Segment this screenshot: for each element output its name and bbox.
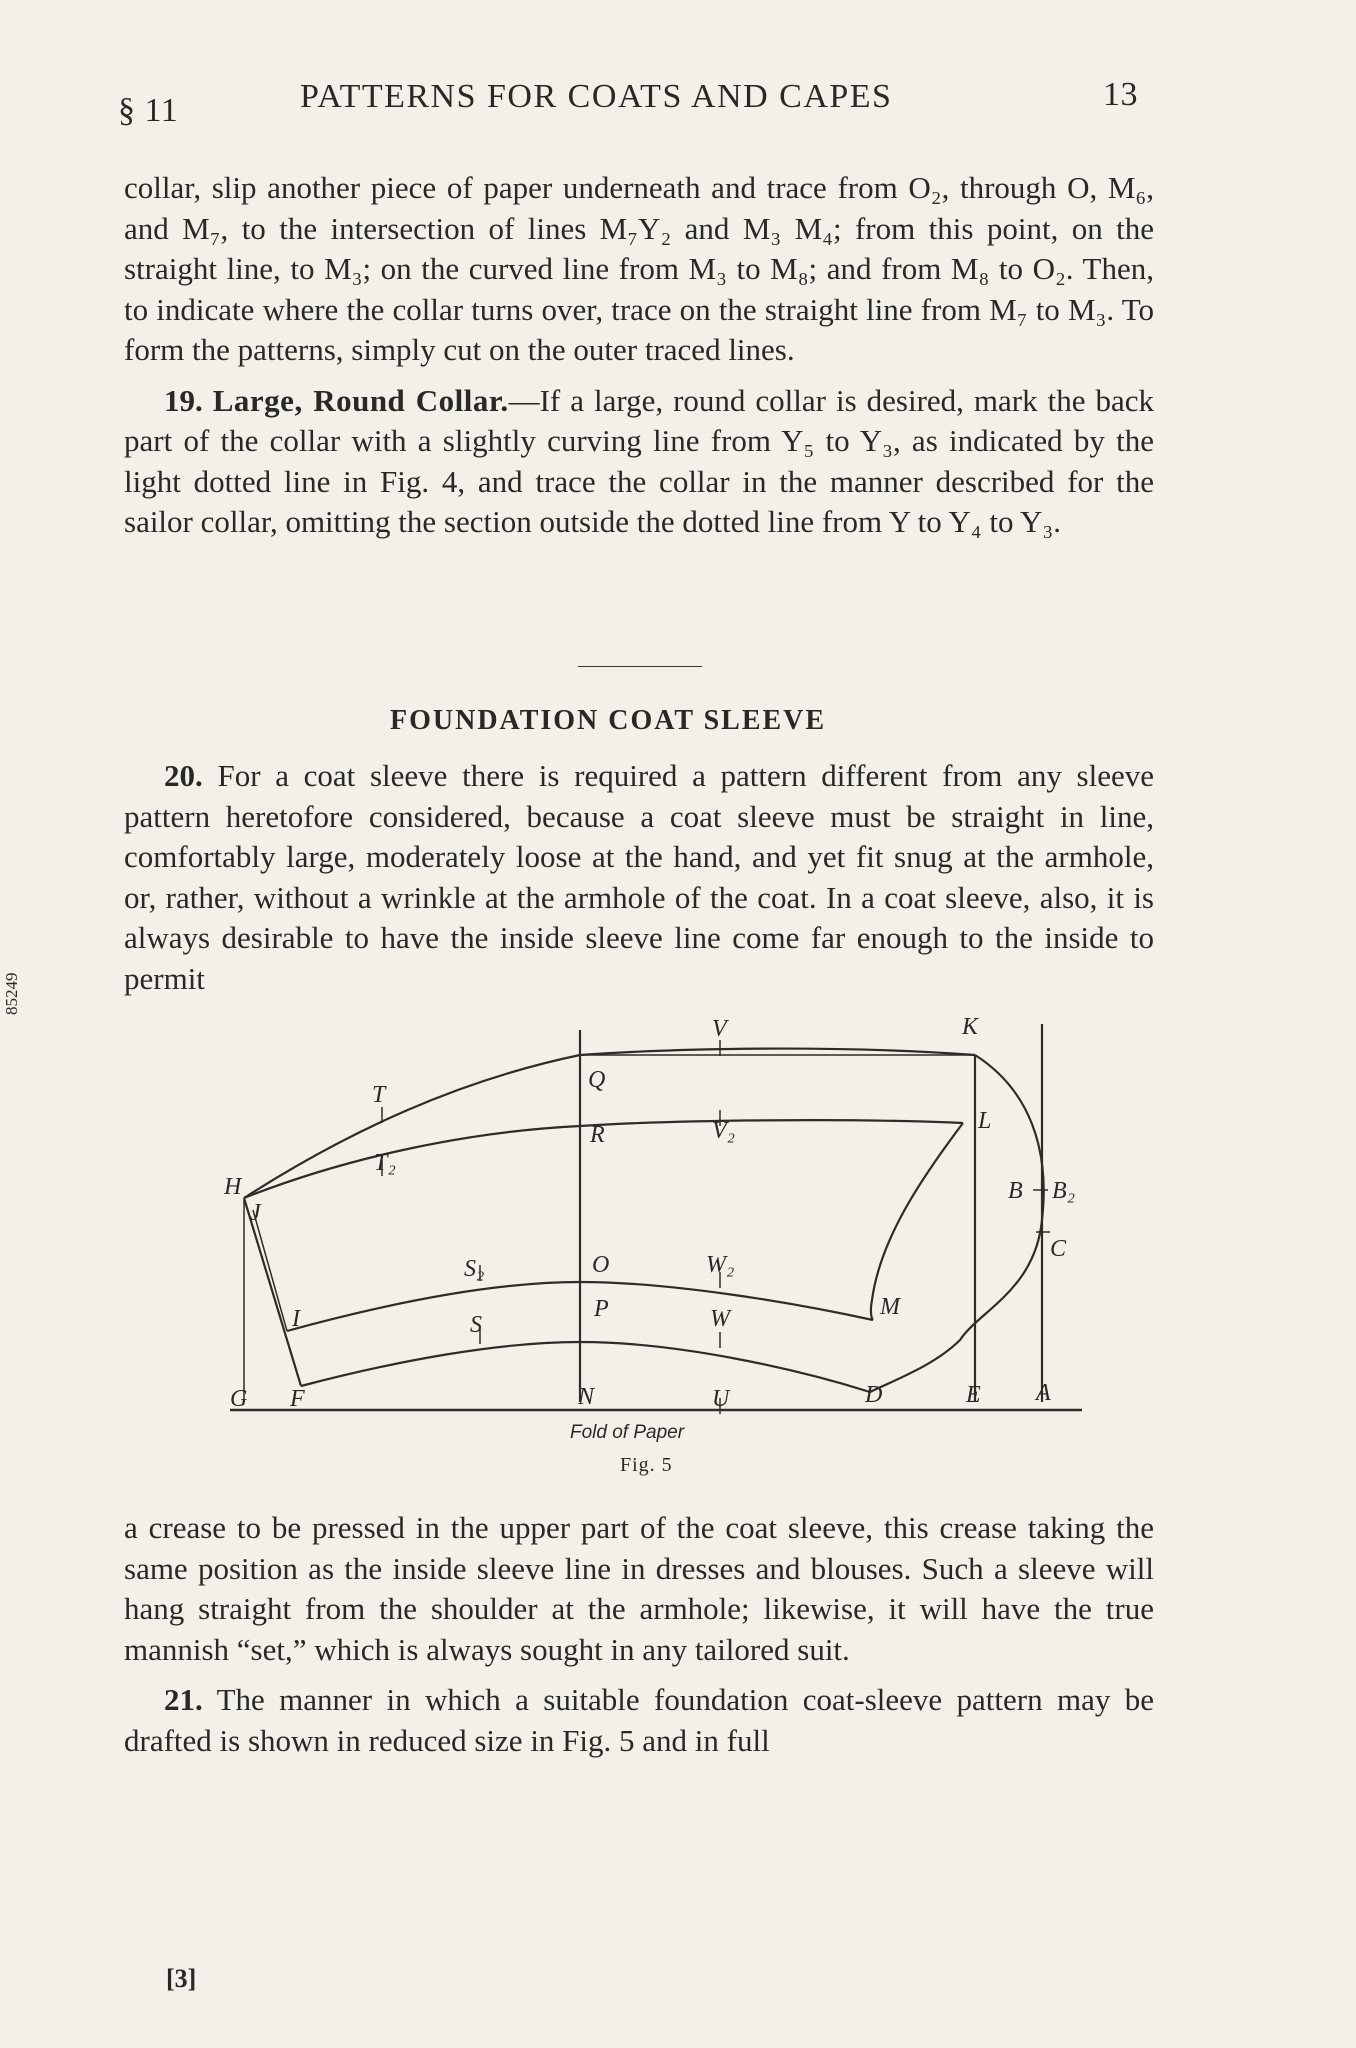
label-k: K xyxy=(962,1014,979,1040)
label-o: O xyxy=(592,1252,610,1278)
inner-curve-lm xyxy=(871,1123,963,1320)
hand-line-ji xyxy=(253,1210,287,1331)
label-p: P xyxy=(594,1296,609,1322)
label-v: V xyxy=(712,1016,727,1042)
figure-caption: Fig. 5 xyxy=(620,1454,673,1476)
paragraph-21 xyxy=(124,1680,1154,1761)
paragraph-body: The manner in which a suitable foundation coat-sleeve pattern may be drafted is shown in reduced size in Fig. 5 and in full xyxy=(124,1682,1154,1758)
paragraph-heading: Large, Round Collar. xyxy=(212,382,509,418)
label-t: T xyxy=(372,1082,386,1108)
label-v2: V₂ xyxy=(712,1118,736,1144)
label-c: C xyxy=(1050,1236,1067,1262)
paragraph-number: 20. xyxy=(164,758,203,793)
text-block-top xyxy=(124,168,1154,543)
paragraph-body: —If a large, round collar is desired, mark the back part of the collar with a slightly curving line from Y₅ to Y₃, as indicated by the light dotted line in Fig. 4, and trace the collar in the manner described for the sailor collar, omitting the section outside the dotted line from Y to Y₄ to Y₃. xyxy=(124,382,1154,539)
label-n: N xyxy=(578,1384,595,1410)
label-i: I xyxy=(292,1306,300,1332)
page-number: 13 xyxy=(1103,76,1138,113)
label-t2: T₂ xyxy=(374,1150,396,1176)
figure-5-sleeve-draft xyxy=(200,1010,1100,1470)
label-l: L xyxy=(978,1108,992,1134)
paragraph-body: For a coat sleeve there is required a pattern different from any sleeve pattern heretofore considered, because a coat sleeve must be straight in line, comfortably large, moderately loose at the hand, and yet fit snug at the armhole, or, rather, without a wrinkle at the armhole of the coat. In a coat sleeve, also, it is always desirable to have the inside sleeve line come far enough to the inside to permit xyxy=(124,758,1155,996)
paragraph-number: 19. xyxy=(164,382,203,418)
label-u: U xyxy=(712,1386,730,1412)
paragraph-20 xyxy=(124,756,1154,999)
label-s: S xyxy=(470,1312,482,1338)
header-title: PATTERNS FOR COATS AND CAPES xyxy=(300,78,893,115)
label-q: Q xyxy=(588,1067,606,1093)
section-divider xyxy=(578,666,702,667)
label-b2: B₂ xyxy=(1052,1178,1076,1204)
paragraph-number: 21. xyxy=(164,1682,203,1717)
label-d: D xyxy=(865,1382,883,1408)
header-section: § 11 xyxy=(118,92,179,129)
label-g: G xyxy=(230,1386,248,1412)
label-h: H xyxy=(224,1174,242,1200)
label-m: M xyxy=(880,1294,900,1320)
label-b: B xyxy=(1008,1178,1023,1204)
label-a: A xyxy=(1036,1380,1051,1406)
label-e: E xyxy=(966,1382,981,1408)
hand-line-hf xyxy=(244,1198,301,1386)
paragraph-after-figure: a crease to be pressed in the upper part of the coat sleeve, this crease taking the same position as the inside sleeve line in dresses and blouses. Such a sleeve will hang straight from the shoulder at the armhole; likewise, it will have the true mannish “set,” which is always sought in any tailored suit. xyxy=(124,1510,1154,1667)
paragraph-19 xyxy=(124,381,1154,543)
label-r: R xyxy=(590,1122,605,1148)
label-f: F xyxy=(290,1386,305,1412)
signature-mark: [3] xyxy=(166,1964,197,1993)
paragraph-continued: collar, slip another piece of paper underneath and trace from O₂, through O, M₆, and M₇, to the intersection of lines M₇Y₂ and M₃ M₄; from this point, on the straight line, to M₃; on the curved line from M₃ to M₈; and from M₈ to O₂. Then, to indicate where the collar turns over, trace on the straight line from M₇ to M₃. To form the patterns, simply cut on the outer traced lines. xyxy=(124,170,1154,367)
armhole-curve xyxy=(870,1055,1044,1392)
text-block-bottom xyxy=(124,1508,1154,1761)
fold-of-paper-label: Fold of Paper xyxy=(570,1422,685,1443)
label-w2: W₂ xyxy=(706,1252,735,1278)
text-block-middle xyxy=(124,756,1154,999)
sleeve-pattern-diagram xyxy=(200,1010,1100,1470)
section-title: FOUNDATION COAT SLEEVE xyxy=(390,705,827,736)
label-w: W xyxy=(710,1306,730,1332)
label-s2: S₂ xyxy=(464,1256,485,1282)
margin-stamp-number: 85249 xyxy=(2,972,21,1015)
running-header xyxy=(118,76,1138,136)
label-j: J xyxy=(250,1200,261,1226)
